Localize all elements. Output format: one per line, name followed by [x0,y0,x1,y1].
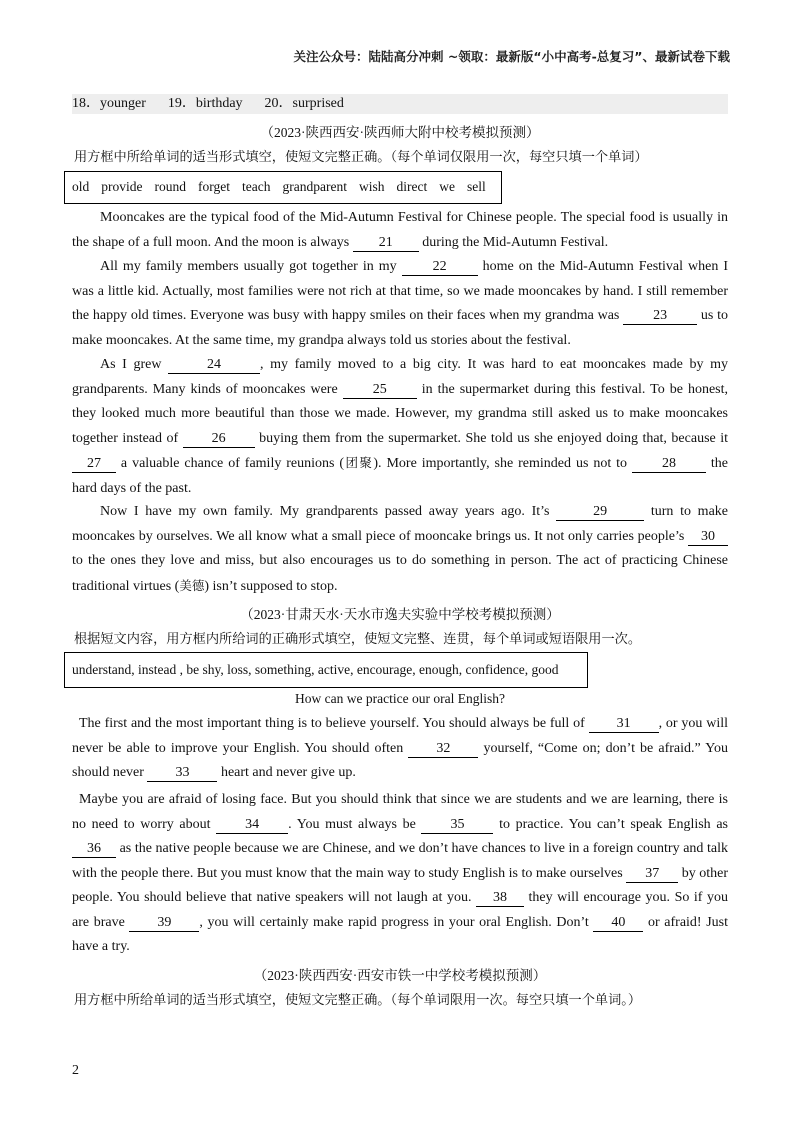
word-box-item: old [72,179,90,194]
section2-paragraph-1: The first and the most important thing is to believe yourself. You should always be full of 31 , or you will never be able to improve your English. You should often 32 yourself, “Come on; don’t be afraid.” You should never 33 heart and never give up. [72,716,729,780]
section1-paragraph-3: As I grew 24 , my family moved to a big city. It was hard to eat mooncakes made by my grandparents. Many kinds of mooncakes were 25 in the supermarket during this festival. To be honest, they looked much more beautiful than those we made. However, my grandma still asked us to make mooncakes together instead of 26 buying them from the supermarket. She told us she enjoyed doing that, because it 27 a valuable chance of family reunions (团聚). More importantly, she reminded us not to 28 the hard days of the past. [72,357,728,496]
page-number: 2 [72,1063,79,1078]
blank-29[interactable]: 29 [556,504,644,521]
word-box-list: understand, instead , be shy, loss, something, active, encourage, enough, confidence, good [72,662,559,677]
chinese-gloss-virtues: 美德 [179,577,205,593]
blank-32[interactable]: 32 [408,741,478,758]
section1-source: （2023·陕西西安·陕西师大附中校考模拟预测） [260,125,540,140]
blank-35[interactable]: 35 [421,817,493,834]
blank-34[interactable]: 34 [216,817,288,834]
blank-30[interactable]: 30 [688,529,728,546]
blank-37[interactable]: 37 [626,866,678,883]
chinese-gloss-reunion: 团聚 [344,455,374,470]
word-box-item: we [439,179,455,194]
answer-key-bar [72,94,728,114]
blank-33[interactable]: 33 [147,765,217,782]
blank-24[interactable]: 24 [168,357,260,374]
section2-paragraph-2: Maybe you are afraid of losing face. But you should think that since we are students and we are learning, there is no need to worry about 34 . You must always be 35 to practice. You can’t speak English as 36 as the native people because we are Chinese, and we don’t have chances to live in a foreign country and talk with the people there. But you must know that the main way to study English is to make ourselves 37 by other people. You should believe that native speakers will not laugh at you. 38 they will encourage you. So if you are brave 39 , you will certainly make rapid progress in your oral English. Don’t 40 or afraid! Just have a try. [72,792,729,954]
section2-title: How can we practice our oral English? [295,691,505,706]
blank-22[interactable]: 22 [402,259,478,276]
answer-18: 18．younger [72,96,146,111]
section3-instruction: 用方框中所给单词的适当形式填空，使短文完整正确。（每个单词限用一次。每空只填一个单词。） [74,993,642,1008]
word-box-item: direct [396,179,428,194]
section1-word-box [64,171,502,204]
word-box-item: round [154,179,187,194]
blank-31[interactable]: 31 [589,716,659,733]
blank-40[interactable]: 40 [593,915,643,932]
word-box-item: wish [358,179,385,194]
blank-39[interactable]: 39 [129,915,199,932]
section2-word-box [64,652,588,688]
section2-instruction: 根据短文内容，用方框内所给词的正确形式填空，使短文完整、连贯，每个单词或短语限用一次。 [74,632,642,647]
answer-19: 19．birthday [167,96,243,111]
section1-paragraph-4: Now I have my own family. My grandparents passed away years ago. It’s 29 turn to make mooncakes by ourselves. We all know what a small piece of mooncake brings us. It not only carries people’s 30 to the ones they love and miss, but also encourages us to do something in person. The act of practicing Chinese traditional virtues (美德) isn’t supposed to stop. [72,504,728,594]
section3-source: （2023·陕西西安·西安市铁一中学校考模拟预测） [253,968,547,983]
section1-paragraph-2: All my family members usually got together in my 22 home on the Mid-Autumn Festival when I was a little kid. Actually, most families were not rich at that time, so we made mooncakes by hand. I still remember the happy old times. Everyone was busy with happy smiles on their faces when my grandma was 23 us to make mooncakes. At the same time, my grandpa always told us stories about the festival. [72,259,729,348]
blank-38[interactable]: 38 [476,890,524,907]
blank-36[interactable]: 36 [72,841,116,858]
page-header: 关注公众号：陆陆高分冲刺 ~领取：最新版“小中高考-总复习”、最新试卷下载 [293,49,730,64]
word-box-item: grandparent [282,179,347,194]
section1-instruction: 用方框中所给单词的适当形式填空，使短文完整正确。（每个单词仅限用一次，每空只填一个单词） [74,150,648,165]
blank-27[interactable]: 27 [72,456,116,473]
section2-source: （2023·甘肃天水·天水市逸夫实验中学校考模拟预测） [240,607,560,622]
answer-20: 20．surprised [264,96,344,111]
word-box-item: sell [466,179,486,194]
word-box-item: provide [101,179,143,194]
word-box-item: forget [198,179,231,194]
section1-paragraph-1: Mooncakes are the typical food of the Mid-Autumn Festival for Chinese people. The special food is usually in the shape of a full moon. And the moon is always 21 during the Mid-Autumn Festival. [72,210,728,250]
blank-26[interactable]: 26 [183,431,255,448]
blank-28[interactable]: 28 [632,456,706,473]
blank-25[interactable]: 25 [343,382,417,399]
blank-21[interactable]: 21 [353,235,419,252]
word-box-item: teach [242,179,271,194]
blank-23[interactable]: 23 [623,308,697,325]
